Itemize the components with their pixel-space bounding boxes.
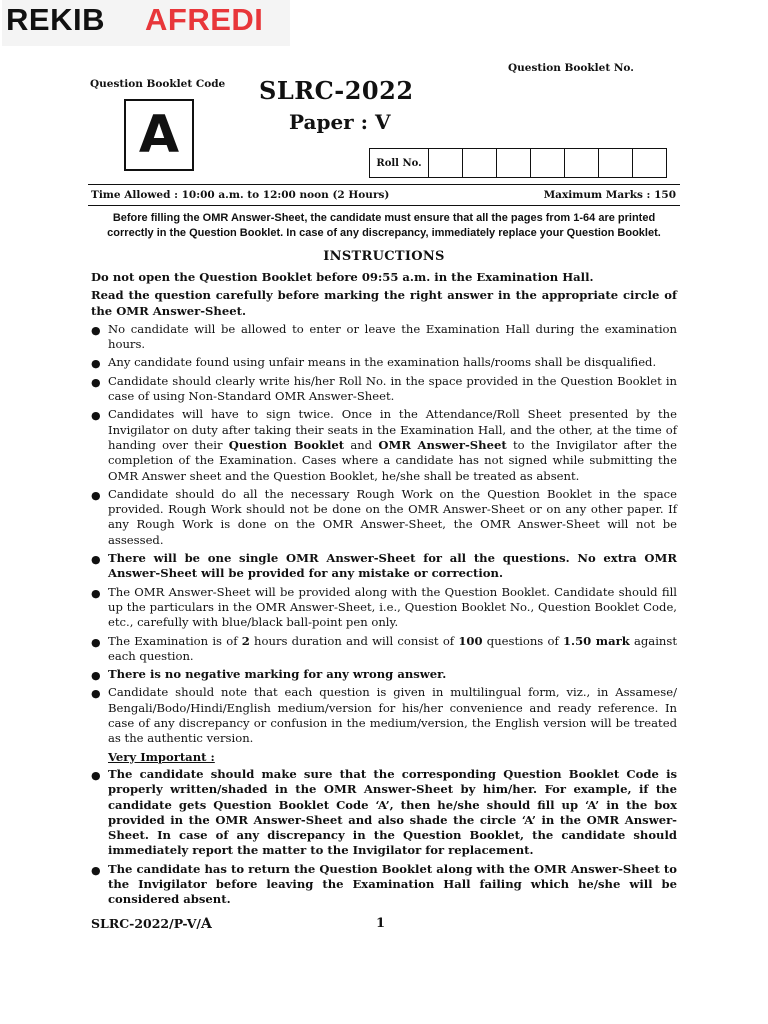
booklet-code-box <box>124 99 194 171</box>
list-item: ● The candidate has to return the Question Booklet along with the OMR Answer-Sheet to the Invigilator before leaving the Examination Hall failing which he/she will be considered absent. <box>91 861 677 907</box>
roll-no-cell[interactable] <box>565 149 599 178</box>
instructions-heading: INSTRUCTIONS <box>323 249 445 264</box>
divider-bottom <box>88 205 680 206</box>
bullet-icon: ● <box>91 323 101 337</box>
bullet-icon: ● <box>91 586 101 600</box>
bullet-icon: ● <box>91 375 101 389</box>
list-item: ● Any candidate found using unfair means in the examination halls/rooms shall be disqualified. <box>91 355 657 371</box>
page-check-notice: Before filling the OMR Answer-Sheet, the candidate must ensure that all the pages from 1-64 are printed correctly in the Question Booklet. In case of any discrepancy, immediately replace your Question Booklet. <box>107 212 661 239</box>
list-item: ● Candidates will have to sign twice. Once in the Attendance/Roll Sheet presented by the Invigilator on duty after taking their seats in the Examination Hall, and the other, at the time of handing over their Question Booklet and OMR Answer-Sheet to the Invigilator after the completion of the Examination. Cases where a candidate has not signed while submitting the OMR Answer sheet and the Question Booklet, he/she shall be treated as absent. <box>91 407 677 483</box>
important-list <box>91 767 677 908</box>
watermark-second-word: AFREDI <box>145 2 264 37</box>
roll-no-cell[interactable] <box>633 149 667 178</box>
time-allowed: Time Allowed : 10:00 a.m. to 12:00 noon (2 Hours) <box>91 189 390 201</box>
lead-instruction-2: Read the question carefully before marking the right answer in the appropriate circle of the OMR Answer-Sheet. <box>91 288 677 318</box>
time-bar <box>91 189 678 201</box>
roll-no-table <box>369 148 667 178</box>
list-item: ● The candidate should make sure that the corresponding Question Booklet Code is properly written/shaded in the OMR Answer-Sheet by him/her. For example, if the candidate gets Question Booklet Code ‘A’, then he/she should fill up ‘A’ in the box provided in the OMR Answer-Sheet and also shade the circle ‘A’ in the OMR Answer-Sheet. In case of any discrepancy in the Question Booklet, the candidate should immediately report the matter to the Invigilator for replacement. <box>91 766 677 858</box>
list-item: ● There is no negative marking for any wrong answer. <box>91 667 447 683</box>
footer-booklet-code: SLRC-2022/P-V/A <box>91 916 212 932</box>
lead-instruction-1: Do not open the Question Booklet before 09:55 a.m. in the Examination Hall. <box>91 270 594 284</box>
roll-no-cell[interactable] <box>531 149 565 178</box>
bullet-icon: ● <box>91 553 101 567</box>
list-item: ● Candidate should do all the necessary Rough Work on the Question Booklet in the space provided. Rough Work should not be done on the OMR Answer-Sheet or on any other paper. If any Rough Work is done on the OMR Answer-Sheet, the OMR Answer-Sheet will not be assessed. <box>91 486 677 547</box>
bullet-icon: ● <box>91 669 101 683</box>
page-number: 1 <box>376 916 386 931</box>
roll-no-cell[interactable] <box>463 149 497 178</box>
bullet-icon: ● <box>91 768 101 782</box>
question-booklet-code-label: Question Booklet Code <box>90 78 226 90</box>
list-item: ● The OMR Answer-Sheet will be provided along with the Question Booklet. Candidate should fill up the particulars in the OMR Answer-Sheet, i.e., Question Booklet No., Question Booklet Code, etc., carefully with blue/black ball-point pen only. <box>91 584 677 630</box>
instructions-body <box>91 268 677 911</box>
bullet-icon: ● <box>91 357 101 371</box>
maximum-marks: Maximum Marks : 150 <box>543 189 676 201</box>
instruction-list <box>91 322 677 747</box>
divider-top <box>88 184 680 185</box>
bullet-icon: ● <box>91 635 101 649</box>
booklet-code-letter: A <box>138 105 180 165</box>
list-item: ● Candidate should clearly write his/her Roll No. in the space provided in the Question Booklet in case of using Non-Standard OMR Answer-Sheet. <box>91 373 677 404</box>
question-booklet-no-label: Question Booklet No. <box>508 62 634 74</box>
roll-no-cell[interactable] <box>497 149 531 178</box>
exam-title: SLRC-2022 <box>259 76 414 105</box>
list-item: ● The Examination is of 2 hours duration and will consist of 100 questions of 1.50 mark against each question. <box>91 633 677 663</box>
bullet-icon: ● <box>91 687 101 701</box>
roll-no-cell[interactable] <box>429 149 463 178</box>
bullet-icon: ● <box>91 488 101 502</box>
bullet-icon: ● <box>91 863 101 877</box>
list-item: ● No candidate will be allowed to enter or leave the Examination Hall during the examination hours. <box>91 321 677 352</box>
very-important-heading: Very Important : <box>108 749 215 764</box>
watermark <box>2 0 290 46</box>
roll-no-cell[interactable] <box>599 149 633 178</box>
roll-no-label: Roll No. <box>370 149 429 178</box>
bullet-icon: ● <box>91 409 101 423</box>
watermark-first-word: REKIB <box>6 2 105 37</box>
list-item: ● There will be one single OMR Answer-Sheet for all the questions. No extra OMR Answer-Sheet will be provided for any mistake or correction. <box>91 551 677 581</box>
paper-title: Paper : V <box>289 110 391 134</box>
list-item: ● Candidate should note that each question is given in multilingual form, viz., in Assamese/ Bengali/Bodo/Hindi/English medium/version for his/her convenience and ready reference. In case of any discrepancy or confusion in the medium/version, the English version will be treated as the authentic version. <box>91 685 677 746</box>
